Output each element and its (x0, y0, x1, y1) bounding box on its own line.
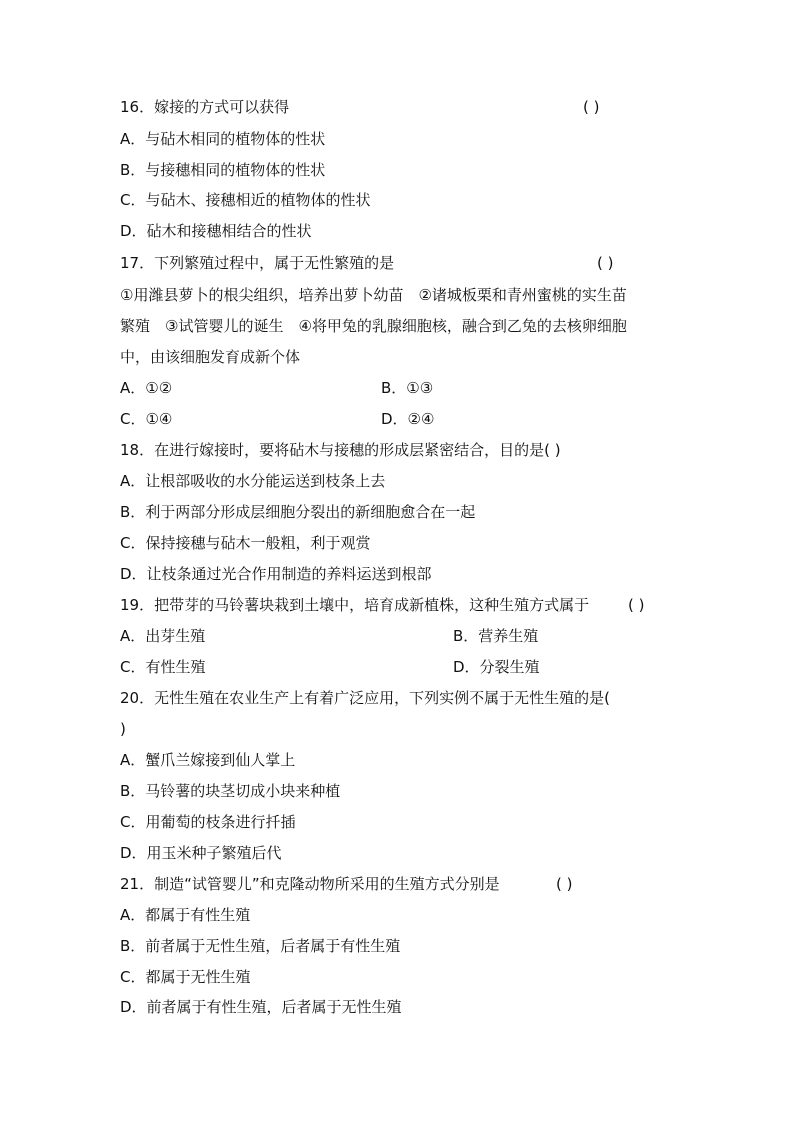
q16-stem: 16．嫁接的方式可以获得 (120, 98, 290, 116)
q21-answer-paren: ( ) (556, 875, 573, 893)
q19-stem: 19．把带芽的马铃薯块栽到土壤中，培育成新植株，这种生殖方式属于 (120, 596, 590, 614)
q20-option-c: C．用葡萄的枝条进行扦插 (120, 813, 296, 831)
q19-option-a: A．出芽生殖 (120, 627, 206, 645)
q17-option-d: D．②④ (381, 410, 435, 428)
q20-option-d: D．用玉米种子繁殖后代 (120, 844, 282, 862)
q20-stem-continued: ) (120, 720, 126, 738)
q16-option-c: C．与砧木、接穗相近的植物体的性状 (120, 191, 371, 209)
q20-stem: 20．无性生殖在农业生产上有着广泛应用，下列实例不属于无性生殖的是( (120, 689, 610, 707)
q19-option-b: B．营养生殖 (453, 627, 539, 645)
q21-stem: 21．制造“试管婴儿”和克隆动物所采用的生殖方式分别是 (120, 875, 500, 893)
q16-option-a: A．与砧木相同的植物体的性状 (120, 130, 326, 148)
q17-option-a: A．①② (120, 379, 173, 397)
q16-option-d: D．砧木和接穗相结合的性状 (120, 222, 312, 240)
q21-option-a: A．都属于有性生殖 (120, 906, 251, 924)
q21-option-b: B．前者属于无性生殖，后者属于有性生殖 (120, 937, 401, 955)
q21-option-c: C．都属于无性生殖 (120, 968, 251, 986)
q17-body-line-3: 中，由该细胞发育成新个体 (120, 348, 301, 366)
q20-option-a: A．蟹爪兰嫁接到仙人掌上 (120, 751, 296, 769)
q20-option-b: B．马铃薯的块茎切成小块来种植 (120, 782, 341, 800)
q16-option-b: B．与接穗相同的植物体的性状 (120, 161, 326, 179)
q17-body-line-1: ①用潍县萝卜的根尖组织，培养出萝卜幼苗 ②诸城板栗和青州蜜桃的实生苗 (120, 286, 627, 304)
q18-option-a: A．让根部吸收的水分能运送到枝条上去 (120, 472, 386, 490)
q18-option-b: B．利于两部分形成层细胞分裂出的新细胞愈合在一起 (120, 503, 476, 521)
q17-answer-paren: ( ) (597, 254, 614, 272)
q18-option-c: C．保持接穗与砧木一般粗，利于观赏 (120, 534, 371, 552)
q17-option-c: C．①④ (120, 410, 173, 428)
q18-stem: 18．在进行嫁接时，要将砧木与接穗的形成层紧密结合，目的是( ) (120, 441, 561, 459)
q19-option-d: D．分裂生殖 (453, 658, 540, 676)
q18-option-d: D．让枝条通过光合作用制造的养料运送到根部 (120, 565, 432, 583)
q16-answer-paren: ( ) (583, 98, 600, 116)
q21-option-d: D．前者属于有性生殖，后者属于无性生殖 (120, 998, 402, 1016)
q17-option-b: B．①③ (381, 379, 434, 397)
q19-option-c: C．有性生殖 (120, 658, 206, 676)
q17-stem: 17．下列繁殖过程中，属于无性繁殖的是 (120, 254, 395, 272)
q17-body-line-2: 繁殖 ③试管婴儿的诞生 ④将甲兔的乳腺细胞核，融合到乙兔的去核卵细胞 (120, 317, 627, 335)
q19-answer-paren: ( ) (628, 596, 645, 614)
